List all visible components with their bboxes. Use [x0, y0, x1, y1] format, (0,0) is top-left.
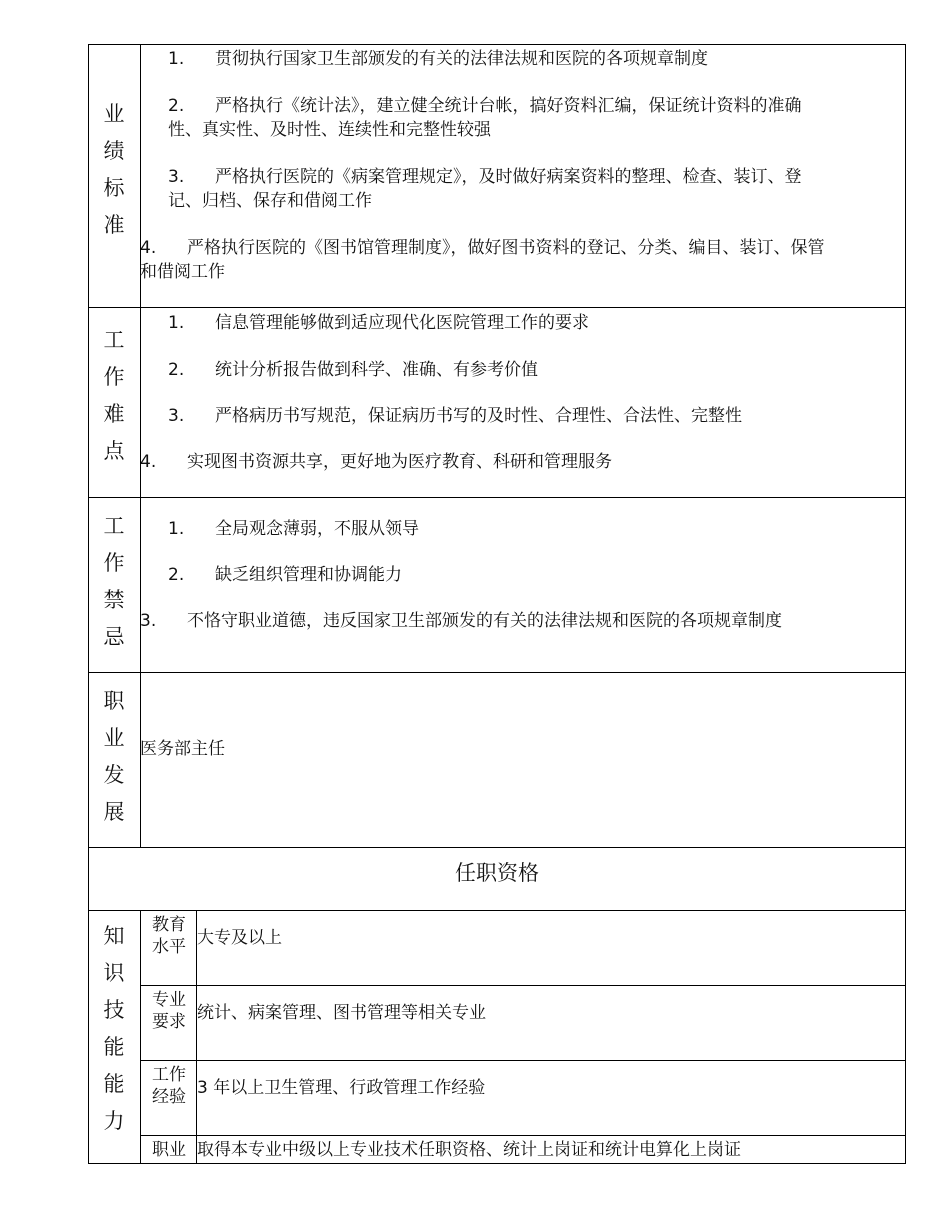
- major-sublabel: 专业 要求: [152, 990, 186, 1032]
- performance-item-3-cont: 记、归档、保存和借阅工作: [168, 191, 372, 211]
- education-value: 大专及以上: [197, 928, 282, 948]
- difficulty-item-4: 4. 实现图书资源共享，更好地为医疗教育、科研和管理服务: [140, 452, 612, 472]
- row-divider: [88, 672, 906, 673]
- performance-item-4: 4. 严格执行医院的《图书馆管理制度》，做好图书资料的登记、分类、编目、装订、保管: [140, 238, 825, 258]
- career-label: 职 业 发 展: [103, 689, 125, 824]
- prohibition-item-2: 2. 缺乏组织管理和协调能力: [168, 565, 402, 585]
- column-divider: [140, 44, 141, 847]
- row-divider: [88, 497, 906, 498]
- career-text: 医务部主任: [140, 739, 225, 759]
- profession-sublabel: 职业: [152, 1140, 186, 1160]
- label-char: 标: [103, 176, 125, 200]
- label-char: 准: [103, 213, 125, 237]
- performance-item-4-cont: 和借阅工作: [140, 262, 225, 282]
- row-divider: [141, 1135, 906, 1136]
- row-divider: [88, 307, 906, 308]
- difficulty-label: 工 作 难 点: [103, 328, 125, 463]
- prohibition-item-1: 1. 全局观念薄弱，不服从领导: [168, 519, 419, 539]
- label-char: 绩: [103, 139, 125, 163]
- experience-value: 3 年以上卫生管理、行政管理工作经验: [197, 1078, 486, 1098]
- performance-item-1: 1. 贯彻执行国家卫生部颁发的有关的法律法规和医院的各项规章制度: [168, 49, 708, 69]
- prohibition-label: 工 作 禁 忌: [103, 514, 125, 649]
- prohibition-item-3: 3. 不恪守职业道德，违反国家卫生部颁发的有关的法律法规和医院的各项规章制度: [140, 611, 782, 631]
- performance-item-3: 3. 严格执行医院的《病案管理规定》，及时做好病案资料的整理、检查、装订、登: [168, 167, 802, 187]
- major-value: 统计、病案管理、图书管理等相关专业: [197, 1003, 486, 1023]
- experience-sublabel: 工作 经验: [152, 1065, 186, 1107]
- difficulty-item-3: 3. 严格病历书写规范，保证病历书写的及时性、合理性、合法性、完整性: [168, 406, 742, 426]
- label-char: 业: [103, 102, 125, 126]
- row-divider: [88, 847, 906, 848]
- education-sublabel: 教育 水平: [152, 915, 186, 957]
- performance-label: [88, 96, 140, 244]
- row-divider: [88, 910, 906, 911]
- performance-item-2: 2. 严格执行《统计法》，建立健全统计台帐，搞好资料汇编，保证统计资料的准确: [168, 96, 802, 116]
- performance-item-2-cont: 性、真实性、及时性、连续性和完整性较强: [168, 120, 491, 140]
- profession-value: 取得本专业中级以上专业技术任职资格、统计上岗证和统计电算化上岗证: [197, 1140, 741, 1160]
- knowledge-label: 知 识 技 能 能 力: [103, 924, 125, 1133]
- qualification-title: 任职资格: [455, 861, 539, 885]
- row-divider: [141, 985, 906, 986]
- row-divider: [141, 1060, 906, 1061]
- difficulty-item-2: 2. 统计分析报告做到科学、准确、有参考价值: [168, 360, 538, 380]
- difficulty-item-1: 1. 信息管理能够做到适应现代化医院管理工作的要求: [168, 313, 589, 333]
